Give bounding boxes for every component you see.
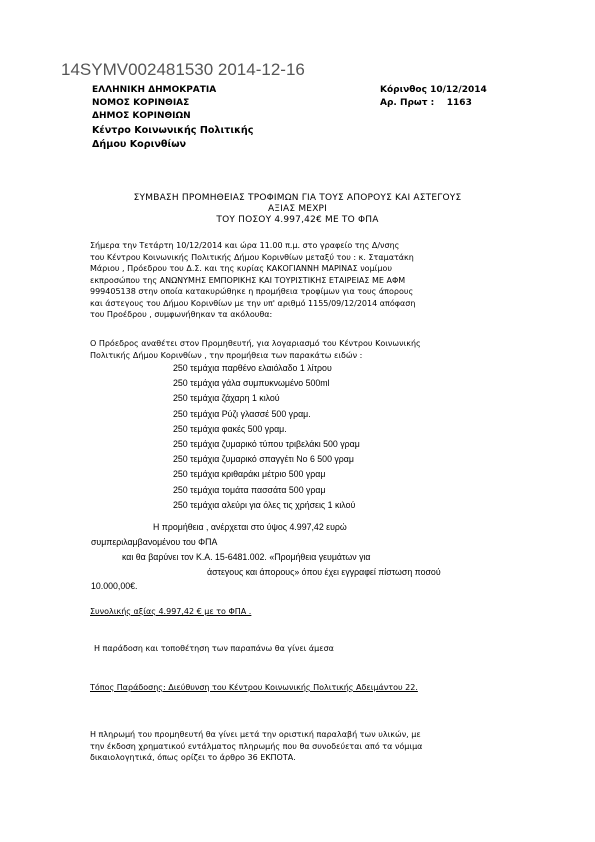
header-protocol bbox=[380, 97, 472, 110]
header-authority bbox=[92, 84, 216, 123]
header-line: Δήμου Κορινθίων bbox=[92, 139, 187, 150]
paragraph-line: Σήμερα την Τετάρτη 10/12/2014 και ώρα 11.00 π.μ. στο γραφείο της Δ/νσης bbox=[90, 241, 400, 250]
list-item: 250 τεμάχια γάλα συμπυκνωμένο 500ml bbox=[173, 378, 330, 389]
protocol-label: Αρ. Πρωτ : bbox=[380, 98, 435, 108]
paragraph-line: την έκδοση χρηματικού εντάλματος πληρωμής που θα συνοδεύεται από τα νόμιμα bbox=[90, 741, 423, 751]
paragraph-line: Η πληρωμή του προμηθευτή θα γίνει μετά την οριστική παραλαβή των υλικών, με bbox=[90, 730, 421, 739]
delivery-place: Τόπος Παράδοσης: Διεύθυνση του Κέντρου Κοινωνικής Πολιτικής Αδειμάντου 22. bbox=[90, 683, 418, 692]
amount-line-4: άστεγους και άπορους» όπου έχει εγγραφεί πίστωση ποσού bbox=[207, 567, 441, 577]
title-line: ΤΟΥ ΠΟΣΟΥ 4.997,42€ ΜΕ ΤΟ ΦΠΑ bbox=[216, 215, 379, 225]
amount-line-1: Η προμήθεια , ανέρχεται στο ύψος 4.997,42 ευρώ bbox=[153, 522, 347, 532]
amount-line-2: συμπεριλαμβανομένου του ΦΠΑ bbox=[91, 537, 218, 547]
document-title bbox=[0, 193, 595, 226]
assignment-paragraph bbox=[90, 338, 421, 361]
header-organization bbox=[92, 124, 253, 152]
paragraph-line: 999405138 στην οποία κατακυρώθηκε η προμήθεια τροφίμων για τους άπορους bbox=[90, 287, 414, 296]
paragraph-line: και άστεγους του Δήμου Κορινθίων με την υπ' αριθμό 1155/09/12/2014 απόφαση bbox=[90, 298, 416, 308]
list-item: 250 τεμάχια ζυμαρικό σπαγγέτι Νο 6 500 γραμ bbox=[173, 454, 354, 465]
total-value: Συνολικής αξίας 4.997,42 € με το ΦΠΑ . bbox=[90, 607, 252, 616]
protocol-number: 1163 bbox=[446, 98, 472, 108]
header-date: Κόρινθος 10/12/2014 bbox=[380, 85, 487, 95]
delivery-statement: Η παράδοση και τοποθέτηση των παραπάνω θα γίνει άμεσα bbox=[94, 644, 334, 653]
items-list bbox=[173, 363, 360, 515]
list-item: 250 τεμάχια παρθένο ελαιόλαδο 1 λίτρου bbox=[173, 363, 332, 373]
list-item: 250 τεμάχια ζυμαρικό τύπου τριβελάκι 500 γραμ bbox=[173, 438, 360, 449]
title-line: ΣΥΜΒΑΣΗ ΠΡΟΜΗΘΕΙΑΣ ΤΡΟΦΙΜΩΝ ΓΙΑ ΤΟΥΣ ΑΠΟΡΟΥΣ ΚΑΙ ΑΣΤΕΓΟΥΣ bbox=[133, 193, 462, 203]
paragraph-line: του Προέδρου , συμφωνήθηκαν τα ακόλουθα: bbox=[90, 310, 273, 319]
header-line: ΝΟΜΟΣ ΚΟΡΙΝΘΙΑΣ bbox=[92, 98, 190, 108]
amount-line-3: και θα βαρύνει τον Κ.Α. 15-6481.002. «Προμήθεια γευμάτων για bbox=[122, 552, 371, 562]
list-item: 250 τεμάχια ζάχαρη 1 κιλού bbox=[173, 393, 280, 404]
paragraph-line: Μάριου , Πρόεδρου του Δ.Σ. και της κυρίας ΚΑΚΟΓΙΑΝΝΗ ΜΑΡΙΝΑΣ νομίμου bbox=[90, 264, 392, 273]
paragraph-line: εκπροσώπου της ΑΝΩΝΥΜΗΣ ΕΜΠΟΡΙΚΗΣ ΚΑΙ ΤΟΥΡΙΣΤΙΚΗΣ ΕΤΑΙΡΕΙΑΣ ΜΕ ΑΦΜ bbox=[90, 275, 406, 285]
list-item: 250 τεμάχια φακές 500 γραμ. bbox=[173, 423, 287, 434]
header-line: ΔΗΜΟΣ ΚΟΡΙΝΘΙΩΝ bbox=[92, 111, 191, 121]
paragraph-line: Ο Πρόεδρος αναθέτει στον Προμηθευτή, για λογαριασμό του Κέντρου Κοινωνικής bbox=[90, 339, 421, 348]
amount-line-5: 10.000,00€. bbox=[91, 581, 138, 591]
paragraph-line: δικαιολογητικά, όπως ορίζει το άρθρο 36 ΕΚΠΟΤΑ. bbox=[90, 753, 296, 762]
header-line: Κέντρο Κοινωνικής Πολιτικής bbox=[92, 125, 254, 136]
payment-paragraph bbox=[90, 729, 422, 764]
title-line: ΑΞΙΑΣ ΜΕΧΡΙ bbox=[267, 204, 328, 214]
document-stamp: 14SYMV002481530 2014-12-16 bbox=[61, 60, 305, 79]
list-item: 250 τεμάχια τομάτα πασσάτα 500 γραμ bbox=[173, 484, 326, 495]
intro-paragraph bbox=[90, 240, 415, 321]
list-item: 250 τεμάχια κριθαράκι μέτριο 500 γραμ bbox=[173, 469, 326, 480]
paragraph-line: του Κέντρου Κοινωνικής Πολιτικής Δήμου Κορινθίων μεταξύ του : κ. Σταματάκη bbox=[90, 252, 414, 262]
paragraph-line: Πολιτικής Δήμου Κορινθίων , την προμήθεια των παρακάτω ειδών : bbox=[90, 350, 363, 360]
list-item: 250 τεμάχια αλεύρι για όλες τις χρήσεις 1 κιλού bbox=[173, 499, 356, 510]
list-item: 250 τεμάχια Ρύζι γλασσέ 500 γραμ. bbox=[173, 408, 311, 419]
header-line: ΕΛΛΗΝΙΚΗ ΔΗΜΟΚΡΑΤΙΑ bbox=[92, 85, 217, 95]
